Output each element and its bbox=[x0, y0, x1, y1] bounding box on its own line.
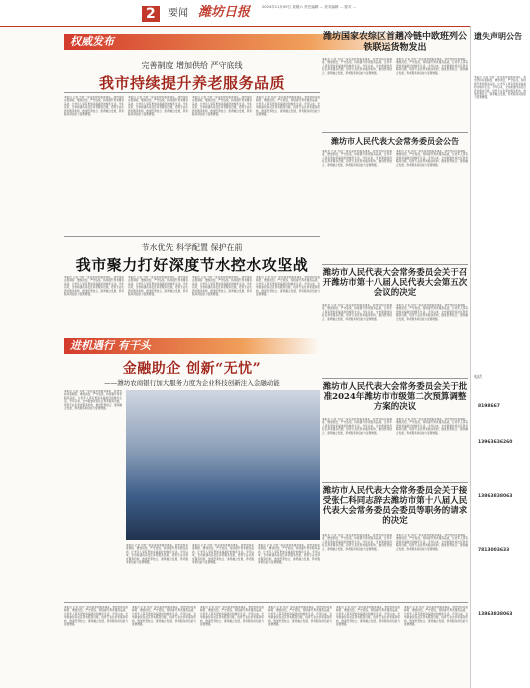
section-label: 进机遇行 有干头 bbox=[70, 339, 151, 352]
dateline: 2024年11月09日 星期六 责任编辑 ... 美术编辑 ... 校对 ... bbox=[262, 5, 357, 9]
article-body: 本报讯 记者 为进一步完善养老服务体系，我市坚持完善制度、增加供给、严守底线，持续提升养老服务品质，让老年人享有更加幸福美好的晚年生活。今年以来，全市新建改造社区养老服务设施，培育专业化养老服务机构，推进医养结合、康养融合发展，养老服务供给能力显著增强。 bbox=[322, 58, 392, 75]
page-section-title: 要闻 bbox=[168, 8, 188, 19]
article-body: 本报讯 记者 为进一步完善养老服务体系，我市坚持完善制度、增加供给、严守底线，持续提升养老服务品质，让老年人享有更加幸福美好的晚年生活。今年以来，全市新建改造社区养老服务设施，培育专业化养老服务机构，推进医养结合、康养融合发展，养老服务供给能力显著增强。 bbox=[268, 606, 332, 627]
article-body: 本报讯 记者 为进一步完善养老服务体系，我市坚持完善制度、增加供给、严守底线，持续提升养老服务品质，让老年人享有更加幸福美好的晚年生活。今年以来，全市新建改造社区养老服务设施，培育专业化养老服务机构，推进医养结合、康养融合发展，养老服务供给能力显著增强。 bbox=[126, 544, 188, 565]
article-body: 本报讯 记者 为进一步完善养老服务体系，我市坚持完善制度、增加供给、严守底线，持续提升养老服务品质，让老年人享有更加幸福美好的晚年生活。今年以来，全市新建改造社区养老服务设施，培育专业化养老服务机构，推进医养结合、康养融合发展，养老服务供给能力显著增强。 bbox=[192, 96, 252, 117]
divider bbox=[322, 132, 468, 133]
article-body: 本报讯 记者 为进一步完善养老服务体系，我市坚持完善制度、增加供给、严守底线，持续提升养老服务品质，让老年人享有更加幸福美好的晚年生活。今年以来，全市新建改造社区养老服务设施，培育专业化养老服务机构，推进医养结合、康养融合发展，养老服务供给能力显著增强。 bbox=[396, 58, 468, 75]
article-body: 本报讯 记者 为进一步完善养老服务体系，我市坚持完善制度、增加供给、严守底线，持续提升养老服务品质，让老年人享有更加幸福美好的晚年生活。今年以来，全市新建改造社区养老服务设施，培育专业化养老服务机构，推进医养结合、康养融合发展，养老服务供给能力显著增强。 bbox=[256, 276, 320, 297]
article-subhead: 节水优先 科学配置 保护在前 bbox=[141, 243, 243, 252]
article-body: 本报讯 记者 为进一步完善养老服务体系，我市坚持完善制度、增加供给、严守底线，持续提升养老服务品质，让老年人享有更加幸福美好的晚年生活。今年以来，全市新建改造社区养老服务设施，培育专业化养老服务机构，推进医养结合、康养融合发展，养老服务供给能力显著增强。 bbox=[322, 534, 392, 551]
article-subhead: 完善制度 增加供给 严守底线 bbox=[141, 61, 243, 70]
phone-number: 7813003633 bbox=[478, 548, 510, 553]
factory-photo bbox=[126, 390, 320, 540]
article-body: 本报讯 记者 为进一步完善养老服务体系，我市坚持完善制度、增加供给、严守底线，持续提升养老服务品质，让老年人享有更加幸福美好的晚年生活。今年以来，全市新建改造社区养老服务设施，培育专业化养老服务机构，推进医养结合、康养融合发展，养老服务供给能力显著增强。 bbox=[336, 606, 400, 627]
page-number: 2 bbox=[142, 6, 160, 22]
article-body: 本报讯 记者 为进一步完善养老服务体系，我市坚持完善制度、增加供给、严守底线，持续提升养老服务品质，让老年人享有更加幸福美好的晚年生活。今年以来，全市新建改造社区养老服务设施，培育专业化养老服务机构，推进医养结合、康养融合发展，养老服务供给能力显著增强。 bbox=[64, 96, 124, 117]
phone-label: 电话 bbox=[474, 374, 482, 379]
article-body: 本报讯 记者 为进一步完善养老服务体系，我市坚持完善制度、增加供给、严守底线，持续提升养老服务品质，让老年人享有更加幸福美好的晚年生活。今年以来，全市新建改造社区养老服务设施，培育专业化养老服务机构，推进医养结合、康养融合发展，养老服务供给能力显著增强。 bbox=[396, 150, 468, 167]
article-body: 本报讯 记者 为进一步完善养老服务体系，我市坚持完善制度、增加供给、严守底线，持续提升养老服务品质，让老年人享有更加幸福美好的晚年生活。今年以来，全市新建改造社区养老服务设施，培育专业化养老服务机构，推进医养结合、康养融合发展，养老服务供给能力显著增强。 bbox=[396, 304, 468, 321]
newspaper-brand: 潍坊日报 bbox=[198, 5, 251, 20]
divider bbox=[64, 236, 320, 237]
divider bbox=[322, 264, 468, 265]
divider bbox=[64, 602, 468, 603]
article-body: 本报讯 记者 为进一步完善养老服务体系，我市坚持完善制度、增加供给、严守底线，持续提升养老服务品质，让老年人享有更加幸福美好的晚年生活。今年以来，全市新建改造社区养老服务设施，培育专业化养老服务机构，推进医养结合、康养融合发展，养老服务供给能力显著增强。 bbox=[258, 544, 320, 565]
article-body: 本报讯 记者 为进一步完善养老服务体系，我市坚持完善制度、增加供给、严守底线，持续提升养老服务品质，让老年人享有更加幸福美好的晚年生活。今年以来，全市新建改造社区养老服务设施，培育专业化养老服务机构，推进医养结合、康养融合发展，养老服务供给能力显著增强。 bbox=[396, 534, 468, 551]
article-body: 本报讯 记者 为进一步完善养老服务体系，我市坚持完善制度、增加供给、严守底线，持续提升养老服务品质，让老年人享有更加幸福美好的晚年生活。今年以来，全市新建改造社区养老服务设施，培育专业化养老服务机构，推进医养结合、康养融合发展，养老服务供给能力显著增强。 bbox=[64, 390, 122, 411]
right-headline-3: 潍坊市人民代表大会常务委员会关于召开潍坊市第十八届人民代表大会第五次会议的决定 bbox=[322, 268, 468, 298]
divider bbox=[322, 482, 468, 483]
article-body: 本报讯 记者 为进一步完善养老服务体系，我市坚持完善制度、增加供给、严守底线，持续提升养老服务品质，让老年人享有更加幸福美好的晚年生活。今年以来，全市新建改造社区养老服务设施，培育专业化养老服务机构，推进医养结合、康养融合发展，养老服务供给能力显著增强。 bbox=[132, 606, 196, 627]
divider bbox=[322, 378, 468, 379]
right-headline-5: 潍坊市人民代表大会常务委员会关于接受张仁科同志辞去潍坊市第十八届人民代表大会常务委员会委员等职务的请求的决定 bbox=[322, 486, 468, 526]
article-body: 本报讯 记者 为进一步完善养老服务体系，我市坚持完善制度、增加供给、严守底线，持续提升养老服务品质，让老年人享有更加幸福美好的晚年生活。今年以来，全市新建改造社区养老服务设施，培育专业化养老服务机构，推进医养结合、康养融合发展，养老服务供给能力显著增强。 bbox=[256, 96, 320, 117]
notice-list: 本报讯 记者 为进一步完善养老服务体系，我市坚持完善制度、增加供给、严守底线，持续提升养老服务品质，让老年人享有更加幸福美好的晚年生活。今年以来，全市新建改造社区养老服务设施，培育专业化养老服务机构，推进医养结合、康养融合发展，养老服务供给能力显著增强。 bbox=[474, 76, 526, 100]
article-body: 本报讯 记者 为进一步完善养老服务体系，我市坚持完善制度、增加供给、严守底线，持续提升养老服务品质，让老年人享有更加幸福美好的晚年生活。今年以来，全市新建改造社区养老服务设施，培育专业化养老服务机构，推进医养结合、康养融合发展，养老服务供给能力显著增强。 bbox=[404, 606, 468, 627]
article-body: 本报讯 记者 为进一步完善养老服务体系，我市坚持完善制度、增加供给、严守底线，持续提升养老服务品质，让老年人享有更加幸福美好的晚年生活。今年以来，全市新建改造社区养老服务设施，培育专业化养老服务机构，推进医养结合、康养融合发展，养老服务供给能力显著增强。 bbox=[192, 276, 252, 297]
article-body: 本报讯 记者 为进一步完善养老服务体系，我市坚持完善制度、增加供给、严守底线，持续提升养老服务品质，让老年人享有更加幸福美好的晚年生活。今年以来，全市新建改造社区养老服务设施，培育专业化养老服务机构，推进医养结合、康养融合发展，养老服务供给能力显著增强。 bbox=[322, 304, 392, 321]
section-banner-finance bbox=[64, 338, 320, 354]
right-headline-2: 潍坊市人民代表大会常务委员会公告 bbox=[331, 136, 459, 146]
phone-number: 13963636260 bbox=[478, 440, 513, 445]
article-subhead: ——潍坊农商银行加大服务力度为企业科技创新注入金融动能 bbox=[104, 379, 280, 387]
section-label: 权威发布 bbox=[70, 35, 114, 48]
phone-number: 13863838063 bbox=[478, 612, 513, 617]
article-headline: 我市持续提升养老服务品质 bbox=[98, 74, 285, 92]
right-headline-1: 潍坊国家农综区首趟冷链中欧班列公铁联运货物发出 bbox=[322, 32, 467, 53]
article-body: 本报讯 记者 为进一步完善养老服务体系，我市坚持完善制度、增加供给、严守底线，持续提升养老服务品质，让老年人享有更加幸福美好的晚年生活。今年以来，全市新建改造社区养老服务设施，培育专业化养老服务机构，推进医养结合、康养融合发展，养老服务供给能力显著增强。 bbox=[200, 606, 264, 627]
sidebar-title: 遗失声明公告 bbox=[474, 32, 522, 41]
article-headline: 我市聚力打好深度节水控水攻坚战 bbox=[75, 256, 309, 274]
article-body: 本报讯 记者 为进一步完善养老服务体系，我市坚持完善制度、增加供给、严守底线，持续提升养老服务品质，让老年人享有更加幸福美好的晚年生活。今年以来，全市新建改造社区养老服务设施，培育专业化养老服务机构，推进医养结合、康养融合发展，养老服务供给能力显著增强。 bbox=[322, 418, 392, 435]
right-headline-4: 潍坊市人民代表大会常务委员会关于批准2024年潍坊市市级第二次预算调整方案的决议 bbox=[322, 382, 468, 412]
divider bbox=[64, 92, 320, 93]
article-headline: 金融助企 创新“无忧” bbox=[122, 361, 262, 377]
article-body: 本报讯 记者 为进一步完善养老服务体系，我市坚持完善制度、增加供给、严守底线，持续提升养老服务品质，让老年人享有更加幸福美好的晚年生活。今年以来，全市新建改造社区养老服务设施，培育专业化养老服务机构，推进医养结合、康养融合发展，养老服务供给能力显著增强。 bbox=[192, 544, 254, 565]
article-body: 本报讯 记者 为进一步完善养老服务体系，我市坚持完善制度、增加供给、严守底线，持续提升养老服务品质，让老年人享有更加幸福美好的晚年生活。今年以来，全市新建改造社区养老服务设施，培育专业化养老服务机构，推进医养结合、康养融合发展，养老服务供给能力显著增强。 bbox=[322, 150, 392, 167]
article-body: 本报讯 记者 为进一步完善养老服务体系，我市坚持完善制度、增加供给、严守底线，持续提升养老服务品质，让老年人享有更加幸福美好的晚年生活。今年以来，全市新建改造社区养老服务设施，培育专业化养老服务机构，推进医养结合、康养融合发展，养老服务供给能力显著增强。 bbox=[64, 276, 124, 297]
phone-number: 8198667 bbox=[478, 404, 500, 409]
phone-number: 13863838063 bbox=[478, 494, 513, 499]
article-body: 本报讯 记者 为进一步完善养老服务体系，我市坚持完善制度、增加供给、严守底线，持续提升养老服务品质，让老年人享有更加幸福美好的晚年生活。今年以来，全市新建改造社区养老服务设施，培育专业化养老服务机构，推进医养结合、康养融合发展，养老服务供给能力显著增强。 bbox=[396, 418, 468, 435]
article-body: 本报讯 记者 为进一步完善养老服务体系，我市坚持完善制度、增加供给、严守底线，持续提升养老服务品质，让老年人享有更加幸福美好的晚年生活。今年以来，全市新建改造社区养老服务设施，培育专业化养老服务机构，推进医养结合、康养融合发展，养老服务供给能力显著增强。 bbox=[128, 276, 188, 297]
article-body: 本报讯 记者 为进一步完善养老服务体系，我市坚持完善制度、增加供给、严守底线，持续提升养老服务品质，让老年人享有更加幸福美好的晚年生活。今年以来，全市新建改造社区养老服务设施，培育专业化养老服务机构，推进医养结合、康养融合发展，养老服务供给能力显著增强。 bbox=[128, 96, 188, 117]
article-body: 本报讯 记者 为进一步完善养老服务体系，我市坚持完善制度、增加供给、严守底线，持续提升养老服务品质，让老年人享有更加幸福美好的晚年生活。今年以来，全市新建改造社区养老服务设施，培育专业化养老服务机构，推进医养结合、康养融合发展，养老服务供给能力显著增强。 bbox=[64, 606, 128, 627]
